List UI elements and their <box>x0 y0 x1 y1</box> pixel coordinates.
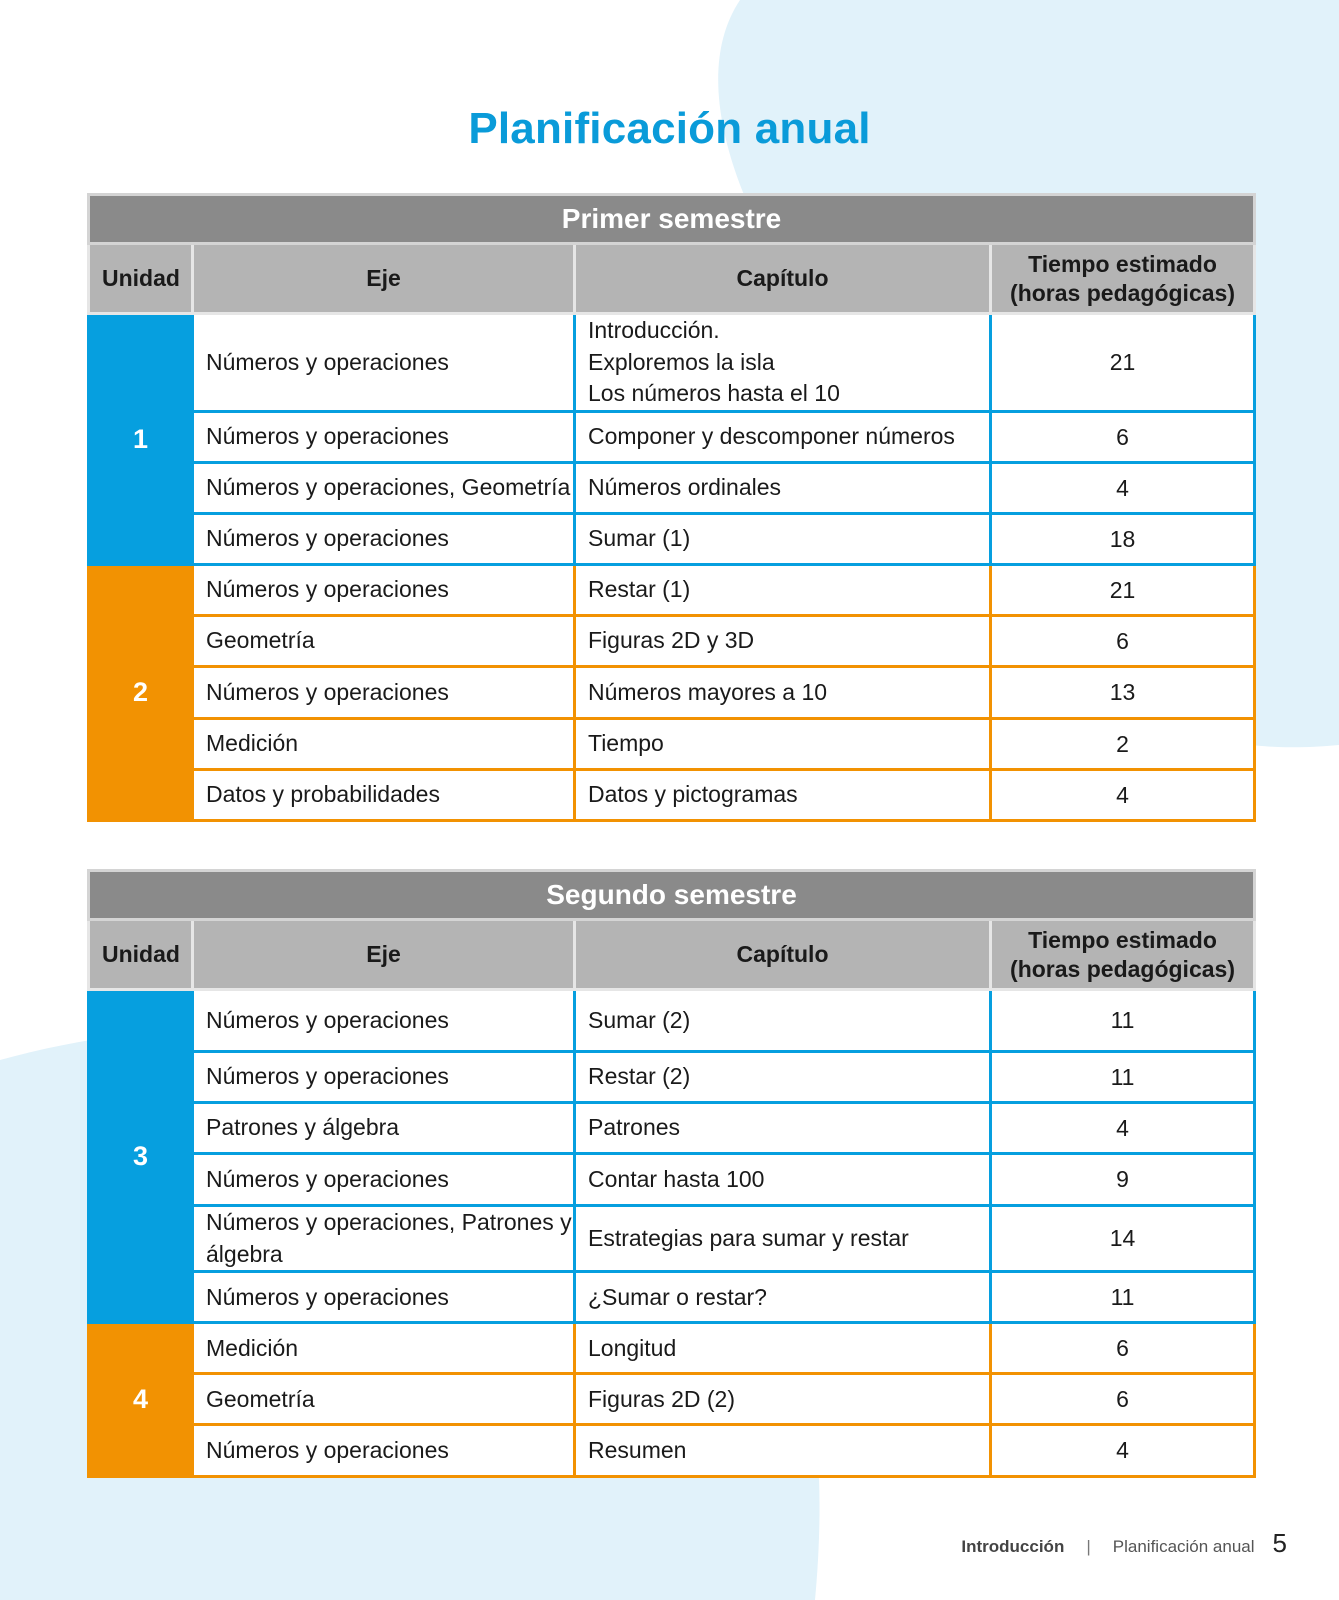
header-tiempo <box>991 920 1255 990</box>
capitulo-cell <box>575 565 991 616</box>
capitulo-cell <box>575 1374 991 1425</box>
capitulo-cell <box>575 616 991 667</box>
capitulo-cell <box>575 1323 991 1374</box>
capitulo-cell <box>575 1272 991 1323</box>
header-eje: Eje <box>193 244 575 314</box>
capitulo-line: Contar hasta 100 <box>588 1165 765 1192</box>
capitulo-line: Patrones <box>588 1114 681 1141</box>
horas-cell: 6 <box>991 412 1255 463</box>
horas-cell: 21 <box>991 314 1255 412</box>
horas-cell: 14 <box>991 1206 1255 1272</box>
unit-number: 3 <box>89 990 193 1323</box>
column-header-row <box>89 244 1255 314</box>
capitulo-line: Restar (2) <box>588 1063 691 1090</box>
capitulo-line: Figuras 2D (2) <box>588 1385 735 1412</box>
header-tiempo-line1: Tiempo estimado <box>1028 926 1217 953</box>
capitulo-cell <box>575 1103 991 1154</box>
table-row <box>89 1052 1255 1103</box>
table-row <box>89 1425 1255 1477</box>
unit-number: 2 <box>89 565 193 821</box>
capitulo-line: Números mayores a 10 <box>588 678 828 705</box>
horas-cell: 9 <box>991 1154 1255 1206</box>
capitulo-cell <box>575 990 991 1052</box>
horas-cell: 6 <box>991 1374 1255 1425</box>
header-unidad: Unidad <box>89 920 193 990</box>
horas-cell: 4 <box>991 463 1255 514</box>
table-row <box>89 616 1255 667</box>
capitulo-line: Resumen <box>588 1437 687 1464</box>
table-row <box>89 1103 1255 1154</box>
capitulo-line: Números ordinales <box>588 474 782 501</box>
page-footer <box>961 1528 1287 1559</box>
horas-cell: 4 <box>991 1103 1255 1154</box>
capitulo-line: Los números hasta el 10 <box>588 380 840 407</box>
eje-cell: Números y operaciones, Geometría <box>193 463 575 514</box>
header-tiempo-line1: Tiempo estimado <box>1028 250 1217 277</box>
capitulo-cell <box>575 770 991 821</box>
eje-cell: Números y operaciones <box>193 1272 575 1323</box>
eje-cell: Números y operaciones <box>193 412 575 463</box>
header-capitulo: Capítulo <box>575 244 991 314</box>
unit-number: 4 <box>89 1323 193 1477</box>
unit-number: 1 <box>89 314 193 565</box>
capitulo-cell <box>575 719 991 770</box>
horas-cell: 6 <box>991 616 1255 667</box>
horas-cell: 11 <box>991 1052 1255 1103</box>
eje-cell: Datos y probabilidades <box>193 770 575 821</box>
footer-section: Introducción <box>961 1537 1065 1556</box>
capitulo-cell <box>575 314 991 412</box>
capitulo-line: Sumar (2) <box>588 1006 691 1033</box>
horas-cell: 13 <box>991 667 1255 719</box>
capitulo-line: Componer y descomponer números <box>588 423 955 450</box>
eje-cell: Números y operaciones <box>193 514 575 565</box>
capitulo-cell <box>575 463 991 514</box>
capitulo-line: Sumar (1) <box>588 525 691 552</box>
capitulo-line: Estrategias para sumar y restar <box>588 1224 909 1251</box>
table-row <box>89 1374 1255 1425</box>
capitulo-cell <box>575 667 991 719</box>
capitulo-cell <box>575 1425 991 1477</box>
capitulo-line: Introducción. <box>588 317 720 343</box>
table-row <box>89 990 1255 1052</box>
table-row <box>89 1272 1255 1323</box>
horas-cell: 21 <box>991 565 1255 616</box>
horas-cell: 11 <box>991 1272 1255 1323</box>
table-row <box>89 667 1255 719</box>
eje-cell: Números y operaciones <box>193 1154 575 1206</box>
eje-cell: Medición <box>193 719 575 770</box>
table-row <box>89 719 1255 770</box>
eje-cell: Números y operaciones <box>193 565 575 616</box>
column-header-row <box>89 920 1255 990</box>
semester-title: Segundo semestre <box>89 871 1255 920</box>
header-eje: Eje <box>193 920 575 990</box>
header-tiempo-line2: (horas pedagógicas) <box>1010 955 1235 982</box>
capitulo-line: Datos y pictogramas <box>588 781 798 808</box>
horas-cell: 4 <box>991 770 1255 821</box>
eje-cell: Números y operaciones <box>193 314 575 412</box>
eje-cell: Geometría <box>193 616 575 667</box>
eje-cell: Números y operaciones, Patrones y álgebra <box>193 1206 575 1272</box>
footer-page-title: Planificación anual <box>1112 1537 1255 1556</box>
eje-cell: Números y operaciones <box>193 1425 575 1477</box>
capitulo-line: Exploremos la isla <box>588 348 775 375</box>
capitulo-cell <box>575 1154 991 1206</box>
capitulo-line: Restar (1) <box>588 576 691 603</box>
table-row <box>89 412 1255 463</box>
table-row <box>89 514 1255 565</box>
table-row <box>89 463 1255 514</box>
table-row <box>89 1154 1255 1206</box>
eje-cell: Patrones y álgebra <box>193 1103 575 1154</box>
page-number: 5 <box>1272 1528 1287 1558</box>
eje-cell: Medición <box>193 1323 575 1374</box>
horas-cell: 4 <box>991 1425 1255 1477</box>
eje-cell: Números y operaciones <box>193 1052 575 1103</box>
table-row <box>89 1206 1255 1272</box>
capitulo-line: ¿Sumar o restar? <box>588 1283 767 1310</box>
capitulo-line: Tiempo <box>588 730 664 757</box>
header-tiempo-line2: (horas pedagógicas) <box>1010 279 1235 306</box>
segundo-semestre-table <box>87 869 1256 1478</box>
page-title: Planificación anual <box>468 104 871 153</box>
horas-cell: 11 <box>991 990 1255 1052</box>
capitulo-cell <box>575 1206 991 1272</box>
header-capitulo: Capítulo <box>575 920 991 990</box>
capitulo-cell <box>575 412 991 463</box>
header-unidad: Unidad <box>89 244 193 314</box>
horas-cell: 18 <box>991 514 1255 565</box>
capitulo-cell <box>575 514 991 565</box>
capitulo-line: Figuras 2D y 3D <box>588 627 755 654</box>
capitulo-line: Longitud <box>588 1334 677 1361</box>
footer-separator: | <box>1086 1537 1091 1556</box>
table-row <box>89 770 1255 821</box>
semester-title: Primer semestre <box>89 195 1255 244</box>
horas-cell: 6 <box>991 1323 1255 1374</box>
header-tiempo <box>991 244 1255 314</box>
primer-semestre-table <box>87 193 1256 822</box>
capitulo-cell <box>575 1052 991 1103</box>
eje-cell: Números y operaciones <box>193 990 575 1052</box>
eje-cell: Números y operaciones <box>193 667 575 719</box>
horas-cell: 2 <box>991 719 1255 770</box>
eje-cell: Geometría <box>193 1374 575 1425</box>
table-row <box>89 1323 1255 1374</box>
table-row <box>89 314 1255 412</box>
table-row <box>89 565 1255 616</box>
